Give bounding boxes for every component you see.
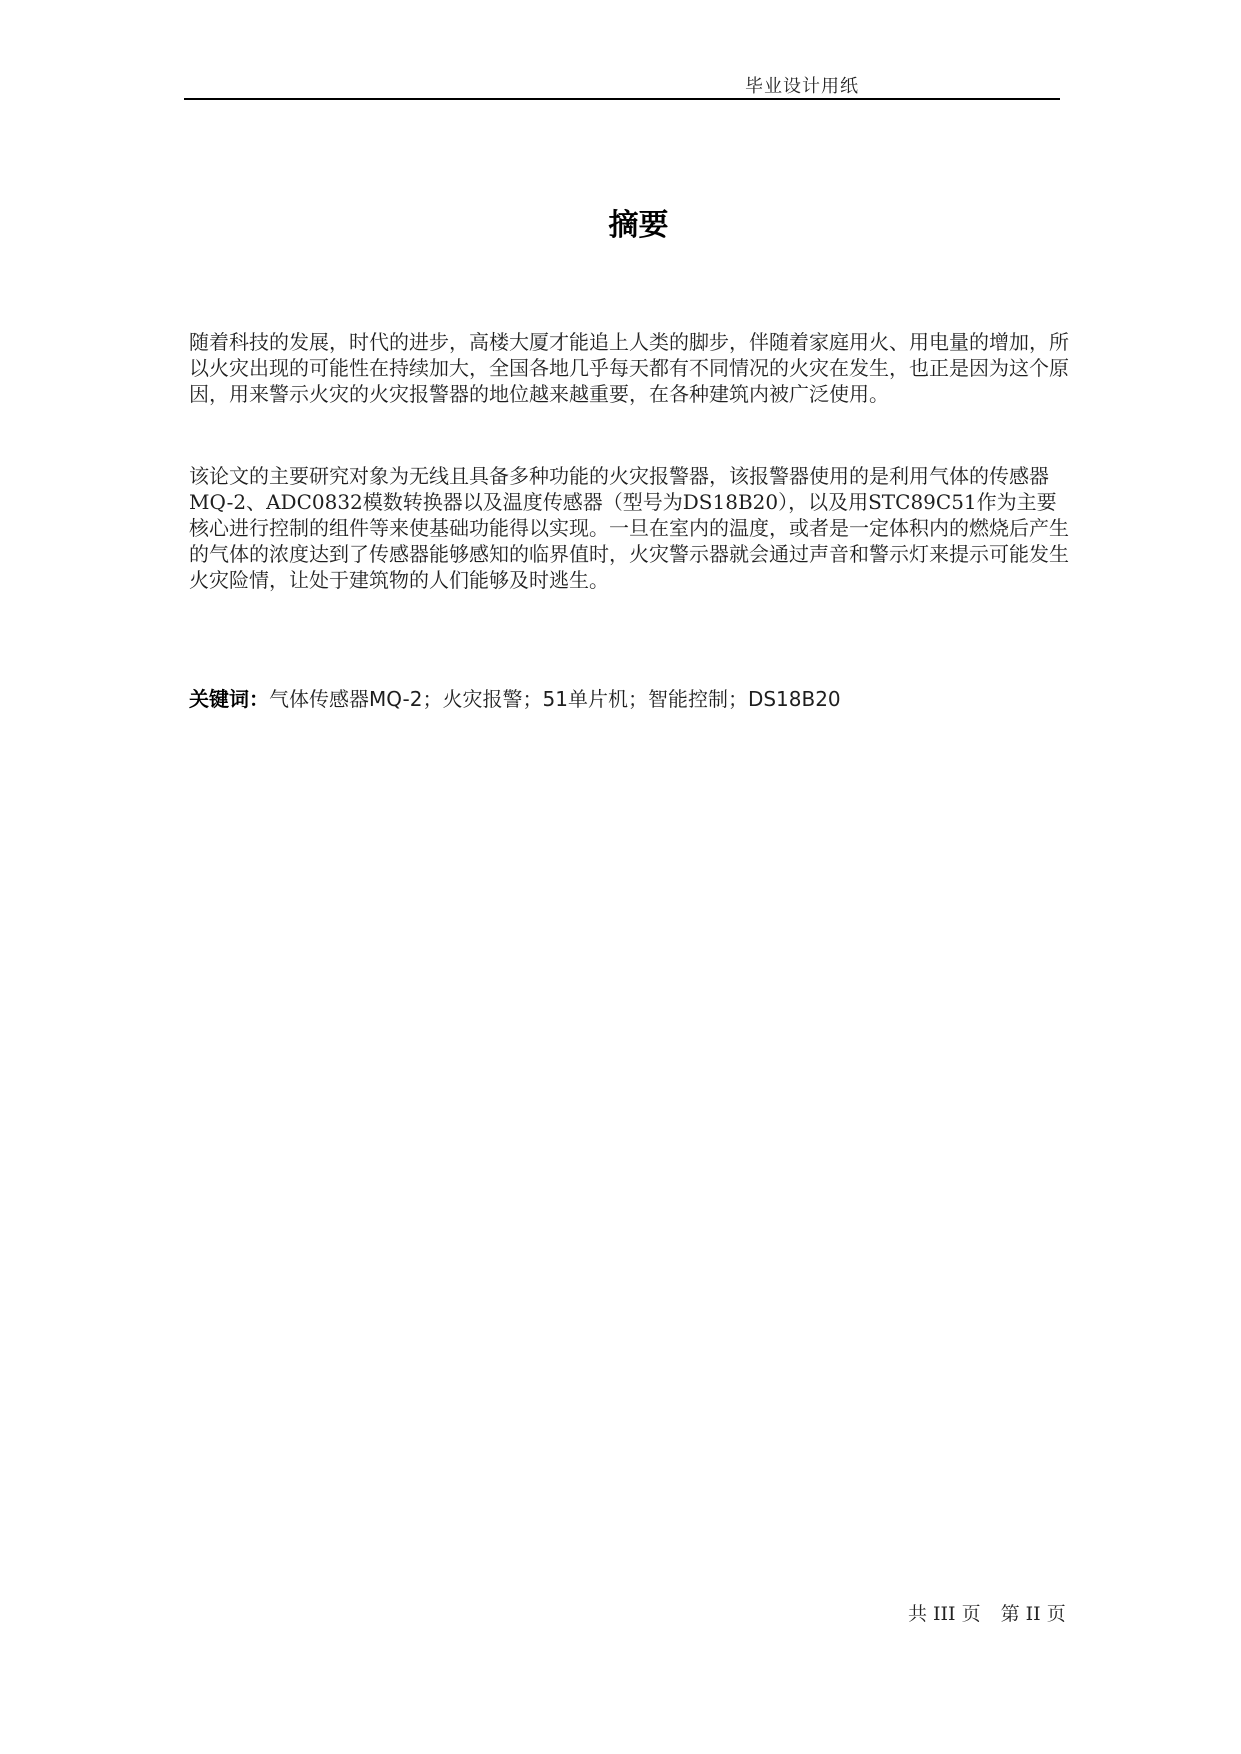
keywords-label: 关键词： — [189, 687, 269, 711]
keywords-line — [189, 683, 841, 712]
total-pages: 共 III 页 — [908, 1603, 981, 1625]
page-footer — [908, 1599, 1066, 1626]
abstract-paragraph-1: 随着科技的发展，时代的进步，高楼大厦才能追上人类的脚步，伴随着家庭用火、用电量的增加，所以火灾出现的可能性在持续加大，全国各地几乎每天都有不同情况的火灾在发生，也正是因为这个原因，用来警示火灾的火灾报警器的地位越来越重要，在各种建筑内被广泛使用。 — [189, 330, 1069, 406]
page-title — [0, 200, 1241, 244]
header-divider — [184, 98, 1060, 100]
abstract-heading: 摘要 — [608, 208, 669, 243]
current-page: 第 II 页 — [1000, 1603, 1066, 1625]
keywords-text: 气体传感器MQ-2；火灾报警；51单片机；智能控制；DS18B20 — [269, 687, 841, 711]
header-title: 毕业设计用纸 — [745, 76, 859, 97]
abstract-paragraph-2: 该论文的主要研究对象为无线且具备多种功能的火灾报警器，该报警器使用的是利用气体的传感器MQ-2、ADC0832模数转换器以及温度传感器（型号为DS18B20），以及用STC89C51作为主要核心进行控制的组件等来使基础功能得以实现。一旦在室内的温度，或者是一定体积内的燃烧后产生的气体的浓度达到了传感器能够感知的临界值时，火灾警示器就会通过声音和警示灯来提示可能发生火灾险情，让处于建筑物的人们能够及时逃生。 — [189, 464, 1069, 592]
